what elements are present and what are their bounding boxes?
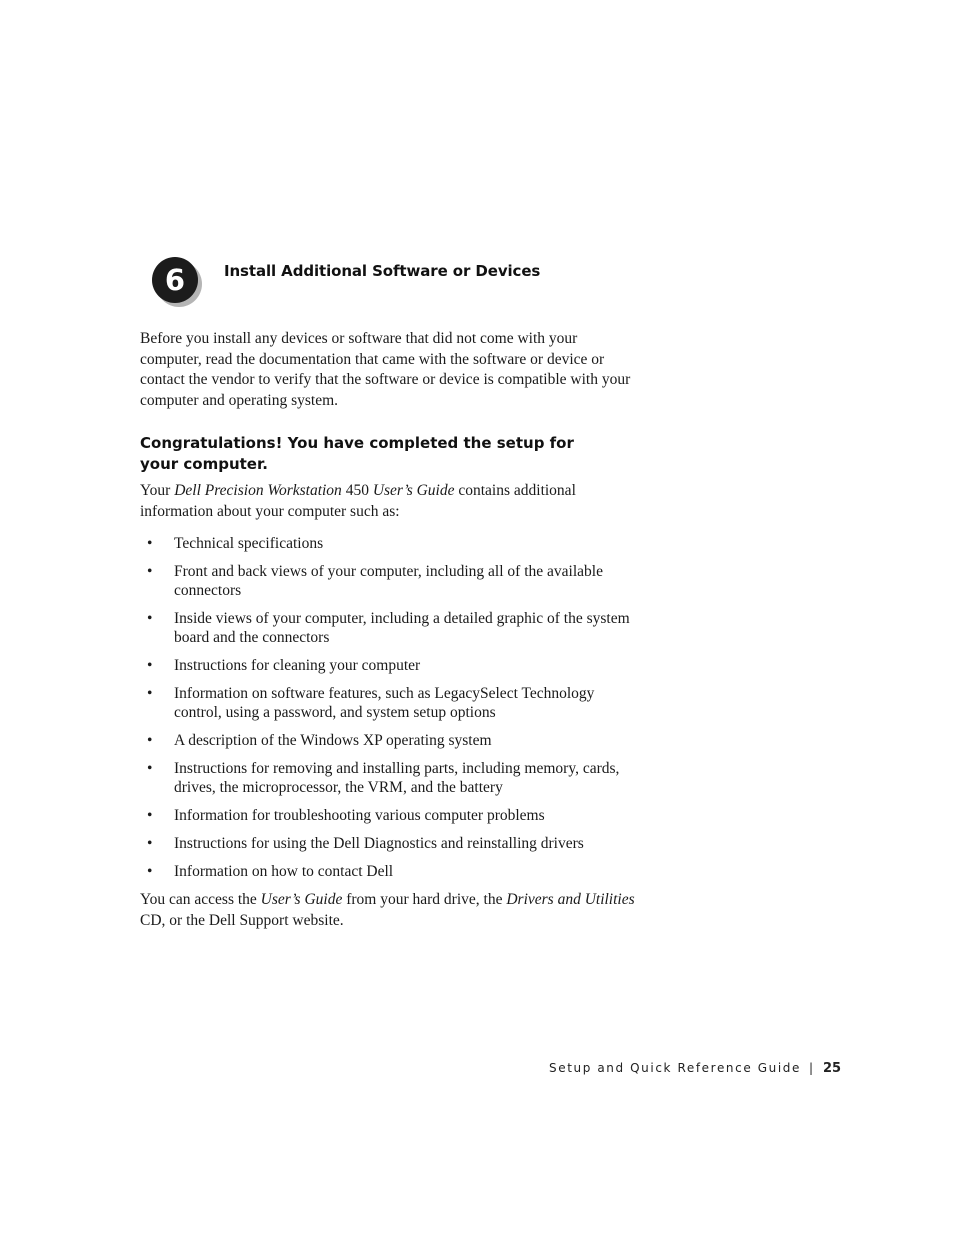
- bullet-icon: •: [147, 610, 153, 627]
- list-item-text: Information on software features, such as LegacySelect Technology control, using a password, and system setup options: [174, 685, 595, 721]
- list-item-text: Instructions for using the Dell Diagnostics and reinstalling drivers: [174, 835, 584, 852]
- bullet-icon: •: [147, 807, 153, 824]
- bullet-icon: •: [147, 685, 153, 702]
- list-item-text: A description of the Windows XP operating system: [174, 732, 492, 749]
- access-middle: from your hard drive, the: [342, 891, 507, 908]
- guide-name: User’s Guide: [372, 482, 455, 499]
- list-item-text: Instructions for cleaning your computer: [174, 657, 421, 674]
- guide-paragraph: [140, 481, 640, 522]
- access-paragraph: [140, 890, 640, 931]
- bullet-icon: •: [147, 657, 153, 674]
- cd-name: Drivers and Utilities: [506, 891, 635, 908]
- list-item: [140, 759, 634, 797]
- bullet-icon: •: [147, 835, 153, 852]
- bullet-icon: •: [147, 732, 153, 749]
- page-footer: [549, 1061, 841, 1076]
- list-item-text: Instructions for removing and installing parts, including memory, cards, drives, the microprocessor, the VRM, and the battery: [174, 760, 620, 796]
- guide-prefix: Your: [140, 482, 175, 499]
- intro-paragraph: Before you install any devices or software that did not come with your computer, read the documentation that came with the software or device or contact the vendor to verify that the software or device is compatible with your computer and operating system.: [140, 330, 631, 409]
- page-number: 25: [823, 1061, 842, 1076]
- access-suffix: CD, or the Dell Support website.: [140, 911, 344, 929]
- product-name: Dell Precision Workstation: [174, 482, 342, 499]
- bullet-icon: •: [147, 563, 153, 580]
- guide-suffix: contains additional information about your computer such as:: [140, 482, 576, 520]
- step-title: Install Additional Software or Devices: [224, 262, 541, 280]
- bullet-icon: •: [147, 760, 153, 777]
- feature-list: [140, 534, 640, 881]
- list-item: [140, 834, 634, 853]
- congrats-heading: Congratulations! You have completed the setup for your computer.: [140, 434, 574, 473]
- footer-title: Setup and Quick Reference Guide: [549, 1061, 801, 1075]
- access-prefix: You can access the: [140, 891, 261, 908]
- list-item-text: Front and back views of your computer, including all of the available connectors: [174, 563, 603, 599]
- list-item: [140, 562, 634, 600]
- bullet-icon: •: [147, 535, 153, 552]
- footer-separator: |: [808, 1061, 814, 1075]
- main-content: [140, 329, 640, 931]
- list-item-text: Inside views of your computer, including a detailed graphic of the system board and the connectors: [174, 610, 630, 646]
- model-number: 450: [341, 482, 373, 499]
- list-item: [140, 609, 634, 647]
- step-number-badge: [152, 257, 202, 307]
- list-item: [140, 731, 634, 750]
- list-item-text: Information for troubleshooting various computer problems: [174, 807, 545, 824]
- bullet-icon: •: [147, 863, 153, 880]
- list-item: [140, 534, 634, 553]
- step-number: 6: [152, 257, 198, 303]
- list-item: [140, 684, 634, 722]
- guide-name: User’s Guide: [260, 891, 343, 908]
- list-item-text: Technical specifications: [174, 535, 324, 552]
- list-item: [140, 862, 634, 881]
- list-item: [140, 656, 634, 675]
- list-item-text: Information on how to contact Dell: [174, 863, 394, 880]
- list-item: [140, 806, 634, 825]
